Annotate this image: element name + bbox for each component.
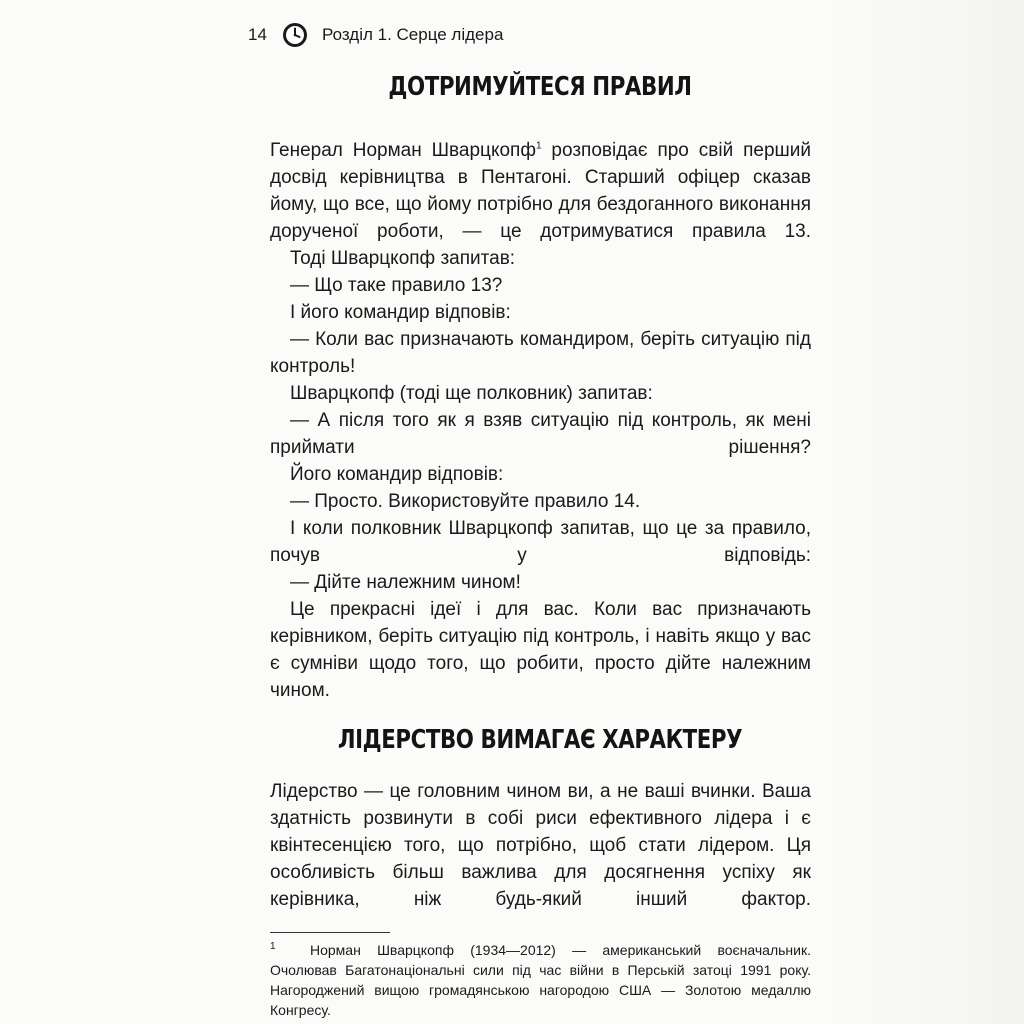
page-shading bbox=[824, 0, 1024, 1024]
dialogue-line: — А після того як я взяв ситуацію під контроль, як мені приймати рішення? bbox=[270, 410, 811, 458]
paragraph: Лідерство — це головним чином ви, а не ваші вчинки. Ваша здатність розвинути в собі риси ефективного лідера і є квінтесенцією того, що потрібно, щоб стати лідером. Ця особливість більш важлива для досягнення успіху як керівника, ніж будь-який інший фактор. bbox=[270, 781, 811, 910]
paragraph: І коли полковник Шварцкопф запитав, що це за правило, почув у відповідь: bbox=[270, 518, 811, 566]
paragraph: Шварцкопф (тоді ще полковник) запитав: bbox=[290, 383, 653, 404]
footnote-text-block bbox=[270, 940, 811, 1020]
intro-text-end: розповідає про свій перший досвід керівництва в Пентагоні. Старший офіцер сказав йому, що все, що йому потрібно для бездоганного виконання дорученої роботи, — це дотримуватися правила 13. bbox=[270, 140, 811, 242]
footnote bbox=[270, 940, 811, 1020]
chapter-title: Розділ 1. Серце лідера bbox=[322, 25, 504, 44]
paragraph: І його командир відповів: bbox=[290, 302, 511, 323]
footnote-text: Норман Шварцкопф (1934—2012) — американський воєначальник. Очолював Багатонаціональні сили під час війни в Перській затоці 1991 року. Нагороджений вищою громадянською нагородою США — Золотою медаллю Конгресу. bbox=[270, 942, 811, 1018]
section-body-follow-rules bbox=[270, 137, 811, 704]
dialogue-line: — Дійте належним чином! bbox=[290, 572, 521, 593]
paragraph: Його командир відповів: bbox=[290, 464, 504, 485]
running-head bbox=[248, 22, 503, 48]
footnote-divider bbox=[270, 932, 390, 933]
section-heading-leadership-character: ЛІДЕРСТВО ВИМАГАЄ ХАРАКТЕРУ bbox=[337, 725, 743, 755]
dialogue-line: — Що таке правило 13? bbox=[290, 275, 503, 296]
footnote-reference: 1 bbox=[535, 140, 542, 152]
paragraph-conclusion: Це прекрасні ідеї і для вас. Коли вас призначають керівником, беріть ситуацію під контроль, і навіть якщо у вас є сумніви щодо того, що робити, просто дійте належним чином. bbox=[270, 599, 811, 701]
section-heading-follow-rules: ДОТРИМУЙТЕСЯ ПРАВИЛ bbox=[388, 72, 692, 102]
clock-icon bbox=[282, 22, 308, 48]
intro-text-start: Генерал Норман Шварцкопф bbox=[270, 140, 536, 161]
dialogue-line: — Просто. Використовуйте правило 14. bbox=[290, 491, 641, 512]
dialogue-line: — Коли вас призначають командиром, беріть ситуацію під контроль! bbox=[270, 329, 811, 377]
paragraph-intro bbox=[270, 137, 811, 245]
page-number: 14 bbox=[248, 25, 267, 44]
paragraph: Тоді Шварцкопф запитав: bbox=[290, 248, 516, 269]
footnote-mark: 1 bbox=[270, 941, 276, 952]
section-body-leadership-character bbox=[270, 778, 811, 913]
